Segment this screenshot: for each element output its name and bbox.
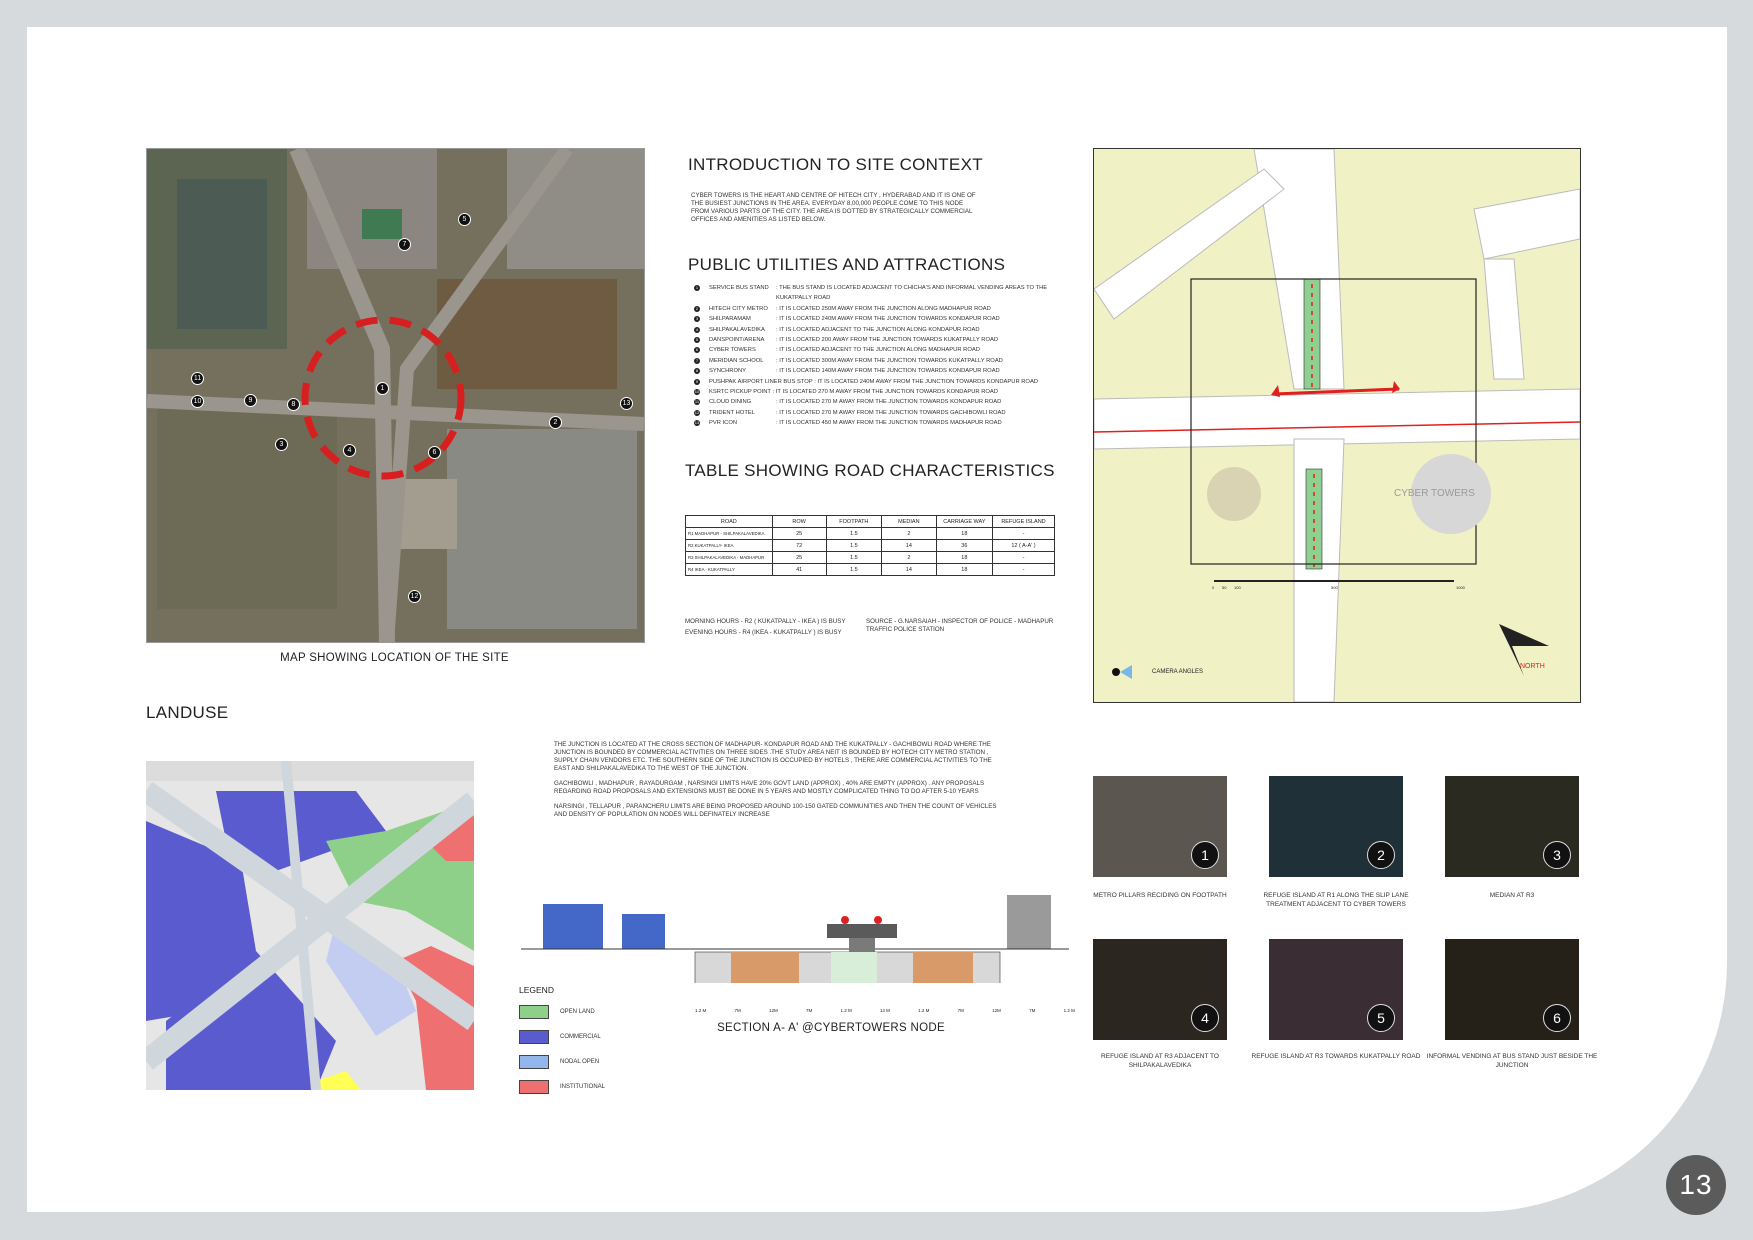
- junction-plan: [1093, 148, 1581, 703]
- list-number: 1: [695, 285, 699, 290]
- scale-label: 50: [1222, 585, 1227, 590]
- camera-angles-label: CAMERA ANGLES: [1152, 669, 1204, 675]
- legend-item: OPEN LAND: [519, 1005, 605, 1019]
- table-row: R1 MADHAPUR - SHILPAKALAVEDIKA 25 1.5 2 18 -: [686, 528, 1055, 540]
- list-number: 8: [695, 368, 699, 374]
- photo-caption: REFUGE ISLAND AT R1 ALONG THE SLIP LANE TREATMENT ADJACENT TO CYBER TOWERS: [1263, 892, 1409, 908]
- junction-plan-drawing: [1094, 149, 1580, 702]
- site-photo: [1445, 776, 1579, 877]
- photo-number: 2: [1367, 841, 1395, 869]
- map-marker: 6: [428, 446, 441, 459]
- list-item: 11 CLOUD DINING : IT IS LOCATED 270 M AWAY FROM THE JUNCTION TOWARDS KONDAPUR ROAD: [694, 399, 1002, 406]
- photo-caption: REFUGE ISLAND AT R3 ADJACENT TO SHILPAKALAVEDIKA: [1101, 1053, 1219, 1069]
- legend-swatch: [519, 1080, 549, 1094]
- site-photo: [1445, 939, 1579, 1040]
- map-marker: 5: [458, 213, 471, 226]
- list-item: 5 DANSPOINT/ARENA : IT IS LOCATED 200 AWAY FROM THE JUNCTION TOWARDS KUKATPALLY ROAD: [695, 337, 999, 344]
- landuse-map: [146, 761, 474, 1090]
- legend-item: INSTITUTIONAL: [519, 1080, 605, 1094]
- section-dimensions: 1.2 M 7M 12M 7M 1.2 M 14 M 1.2 M 7M 12M 7M 1.2 M: [695, 1008, 1075, 1013]
- traffic-notes: MORNING HOURS - R2 ( KUKATPALLY - IKEA ) IS BUSY EVENING HOURS - R4 (IKEA - KUKATPALLY ) IS BUSY: [685, 618, 846, 636]
- photo-number: 6: [1543, 1004, 1571, 1032]
- legend-title: LEGEND: [519, 985, 554, 995]
- photo-caption: METRO PILLARS RECIDING ON FOOTPATH: [1093, 892, 1227, 899]
- table-row: R4 IKEA - KUKATPALLY 41 1.5 14 18 -: [686, 564, 1055, 576]
- photo-number: 5: [1367, 1004, 1395, 1032]
- site-photo: [1093, 939, 1227, 1040]
- map-marker: 2: [549, 416, 562, 429]
- list-item: 3 SHILPARAMAM : IT IS LOCATED 240M AWAY FROM THE JUNCTION TOWARDS KONDAPUR ROAD: [695, 316, 1000, 323]
- aerial-site-map: [146, 148, 645, 643]
- landuse-map-drawing: [146, 761, 474, 1090]
- list-number: 10: [694, 389, 700, 395]
- list-number: 9: [695, 378, 699, 384]
- legend-item: COMMERCIAL: [519, 1030, 605, 1044]
- photo-caption: REFUGE ISLAND AT R3 TOWARDS KUKATPALLY ROAD: [1251, 1053, 1421, 1060]
- site-photo: [1269, 776, 1403, 877]
- legend-item: NODAL OPEN: [519, 1055, 605, 1069]
- map-marker: 4: [343, 444, 356, 457]
- legend-swatch: [519, 1055, 549, 1069]
- list-item: 7 MERIDIAN SCHOOL : IT IS LOCATED 300M AWAY FROM THE JUNCTION TOWARDS KUKATPALLY ROAD: [695, 357, 1003, 364]
- list-item: 2 HITECH CITY METRO : IT IS LOCATED 250M AWAY FROM THE JUNCTION ALONG MADHAPUR ROAD: [695, 305, 991, 312]
- map-caption: MAP SHOWING LOCATION OF THE SITE: [280, 652, 509, 664]
- map-marker: 12: [408, 590, 421, 603]
- legend-swatch: [519, 1030, 549, 1044]
- list-item: 4 SHILPAKALAVEDIKA : IT IS LOCATED ADJACENT TO THE JUNCTION ALONG KONDAPUR ROAD: [695, 326, 980, 333]
- section-caption: SECTION A- A' @CYBERTOWERS NODE: [717, 1022, 945, 1034]
- map-marker: 9: [244, 394, 257, 407]
- legend-swatch: [519, 1005, 549, 1019]
- list-item: 8 SYNCHRONY : IT IS LOCATED 140M AWAY FROM THE JUNCTION TOWARDS KONDAPUR ROAD: [695, 368, 1000, 375]
- list-item: 12 TRIDENT HOTEL : IT IS LOCATED 270 M AWAY FROM THE JUNCTION TOWARDS GACHIBOWLI ROAD: [694, 409, 1006, 416]
- page-number: 13: [1666, 1155, 1726, 1215]
- map-marker: 13: [620, 397, 633, 410]
- list-item: 1 SERVICE BUS STAND : THE BUS STAND IS LOCATED ADJACENT TO CHICHA'S AND INFORMAL VENDING AREAS TO THE KUKATPALLY ROAD: [695, 285, 1048, 302]
- scale-label: 500: [1331, 585, 1338, 590]
- list-number: 5: [695, 337, 699, 343]
- list-number: 12: [694, 409, 700, 415]
- site-photo: [1093, 776, 1227, 877]
- list-number: 6: [695, 347, 699, 353]
- photo-number: 1: [1191, 841, 1219, 869]
- list-number: 3: [695, 316, 699, 322]
- photo-number: 4: [1191, 1004, 1219, 1032]
- list-number: 11: [694, 399, 700, 405]
- site-photo: [1269, 939, 1403, 1040]
- description-paragraph: GACHIBOWLI , MADHAPUR , RAYADURGAM , NARSINGI LIMITS HAVE 20% GOVT LAND (APPROX) , 40% ARE EMPTY (APPROX) . ANY PROPOSALS REGARDING ROAD PROPOSALS AND EXTENSIONS MUST BE DONE IN 5 YEARS AND MOSTLY COMPLICATED THING TO DO AFTER 5-10 YEARS: [554, 780, 985, 795]
- building-label: CYBER TOWERS: [1394, 488, 1475, 499]
- table-row: R3 SHILPAKALAVEDIKA - MADHAPUR 25 1.5 2 18 -: [686, 552, 1055, 564]
- description: [554, 741, 999, 819]
- road-characteristics-table: [685, 515, 1055, 576]
- section-drawing: [521, 865, 1069, 983]
- list-item: 6 CYBER TOWERS : IT IS LOCATED ADJACENT TO THE JUNCTION ALONG MADHAPUR ROAD: [695, 347, 980, 354]
- map-marker: 8: [287, 398, 300, 411]
- list-item: 9 PUSHPAK AIRPORT LINER BUS STOP : IT IS LOCATED 240M AWAY FROM THE JUNCTION TOWARDS KONDAPUR ROAD: [695, 378, 1038, 385]
- source-note: SOURCE - G.NARSAIAH - INSPECTOR OF POLICE - MADHAPUR TRAFFIC POLICE STATION: [866, 618, 1054, 633]
- list-item: 13 PVR ICON : IT IS LOCATED 450 M AWAY FROM THE JUNCTION TOWARDS MADHAPUR ROAD: [694, 420, 1002, 427]
- scale-label: 1000: [1456, 585, 1465, 590]
- list-number: 4: [695, 326, 699, 332]
- table-row: R2 KUKATPALLY- IKEA 72 1.5 14 36 12 ( A-A' ): [686, 540, 1055, 552]
- photo-caption: MEDIAN AT R3: [1489, 892, 1535, 899]
- road-table-title: TABLE SHOWING ROAD CHARACTERISTICS: [685, 461, 1055, 480]
- landuse-title: LANDUSE: [146, 703, 229, 722]
- scale-label: 0: [1212, 585, 1215, 590]
- map-marker: 11: [191, 372, 204, 385]
- legend: [519, 985, 605, 1105]
- intro-text: CYBER TOWERS IS THE HEART AND CENTRE OF HITECH CITY , HYDERABAD AND IT IS ONE OF THE BUSIEST JUNCTIONS IN THE AREA. EVERYDAY 8,00,000 PEOPLE COME TO THIS NODE FROM VARIOUS PARTS OF THE CITY. THE AREA IS DOTTED BY STRATEGICALLY COMMERCIAL OFFICES AND AMENITIES AS LISTED BELOW.: [691, 192, 976, 223]
- north-label: NORTH: [1520, 663, 1545, 670]
- list-item: 10 KSRTC PICKUP POINT : IT IS LOCATED 270 M AWAY FROM THE JUNCTION TOWARDS KONDAPUR ROAD: [694, 389, 998, 396]
- map-marker: 7: [398, 238, 411, 251]
- aerial-map-image: [147, 149, 644, 642]
- list-number: 2: [695, 305, 699, 311]
- description-paragraph: THE JUNCTION IS LOCATED AT THE CROSS SECTION OF MADHAPUR- KONDAPUR ROAD AND THE KUKATPALLY - GACHIBOWLI ROAD WHERE THE JUNCTION IS BOUNDED BY COMMERCIAL ACTIVITIES ON THREE SIDES .THE STUDY AREA NEIT IS BOUNDED BY HOTECH CITY METRO STATION , SUPPLY CHAIN VENDORS ETC. THE SOUTHERN SIDE OF THE JUNCTION IS OCCUPIED BY HOTELS , THERE ARE COMMERCIAL ACTIVITIES TO THE EAST AND SHILPAKALAVEDIKA TO THE WEST OF THE JUNCTION.: [554, 741, 992, 772]
- map-marker: 10: [191, 395, 204, 408]
- map-marker: 1: [376, 382, 389, 395]
- photo-caption: INFORMAL VENDING AT BUS STAND JUST BESIDE THE JUNCTION: [1426, 1053, 1598, 1069]
- section-drawing-image: [521, 865, 1069, 983]
- photo-number: 3: [1543, 841, 1571, 869]
- scale-label: 100: [1234, 585, 1241, 590]
- document-sheet: [27, 27, 1727, 1212]
- table-header-row: ROAD ROW FOOTPATH MEDIAN CARRIAGE WAY REFUGE ISLAND: [686, 516, 1055, 528]
- utilities-title: PUBLIC UTILITIES AND ATTRACTIONS: [688, 255, 1006, 274]
- description-paragraph: NARSINGI , TELLAPUR , PARANCHERU LIMITS ARE BEING PROPOSED AROUND 100-150 GATED COMMUNITIES AND THEN THE COUNT OF VEHICLES AND DENSITY OF POPULATION ON NODES WILL DEFINATELY INCREASE: [554, 803, 997, 818]
- utilities-list: [694, 283, 1074, 429]
- map-marker: 3: [275, 438, 288, 451]
- intro-title: INTRODUCTION TO SITE CONTEXT: [688, 155, 983, 174]
- list-number: 7: [695, 357, 699, 363]
- list-number: 13: [694, 420, 700, 426]
